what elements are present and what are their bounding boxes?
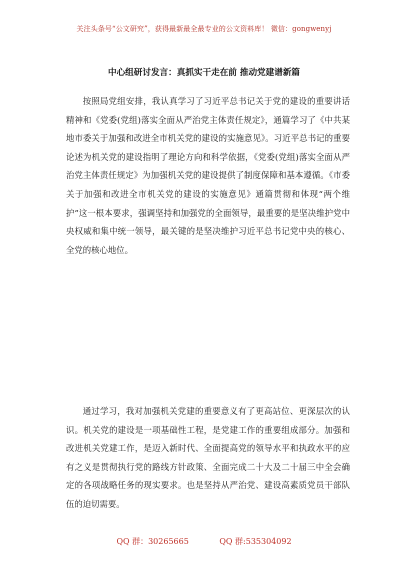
document-title: 中心组研讨发言：真抓实干走在前 推动党建谱新篇 xyxy=(107,68,301,78)
paragraph-2: 通过学习，我对加强机关党建的重要意义有了更高站位、更深层次的认识。机关党的建设是一项基础性工程，是党建工作的重要组成部分。加强和改进机关党建工作，是迈入新时代、全面提高党的领导水平和执政水平的应有之义是贯彻执行党的路线方针政策、全面完成二十大及二十届三中全会确定的各项战略任务的现实要求。也是坚持从严治党、建设高素质党员干部队伍的迫切需要。 xyxy=(66,406,350,509)
qq-group-2: QQ 群:535304092 xyxy=(219,537,292,546)
qq-group-1: QQ 群：30265665 xyxy=(116,537,189,546)
page-footer xyxy=(0,536,408,547)
paragraph-1: 按照局党组安排，我认真学习了习近平总书记关于党的建设的重要讲话精神和《党委(党组)落实全面从严治党主体责任规定》，通篇学习了《中共某地市委关于加强和改进全市机关党的建设的实施意见》。习近平总书记的重要论述为机关党的建设指明了理论方向和科学依据，《党委(党组)落实全面从严治党主体责任规定》为加强机关党的建设提供了制度保障和基本遵循。《市委关于加强和改进全市机关党的建设的实施意见》通篇贯彻和体现“两个维护”这一根本要求，强调坚持和加强党的全面领导，最重要的是坚决维护党中央权威和集中统一领导，最关键的是坚决维护习近平总书记党中央的核心、全党的核心地位。 xyxy=(66,96,350,255)
promo-banner: 关注头条号“公文研究”，获得最新最全最专业的公文资料库！ 微信：gongwenyj xyxy=(76,25,332,33)
